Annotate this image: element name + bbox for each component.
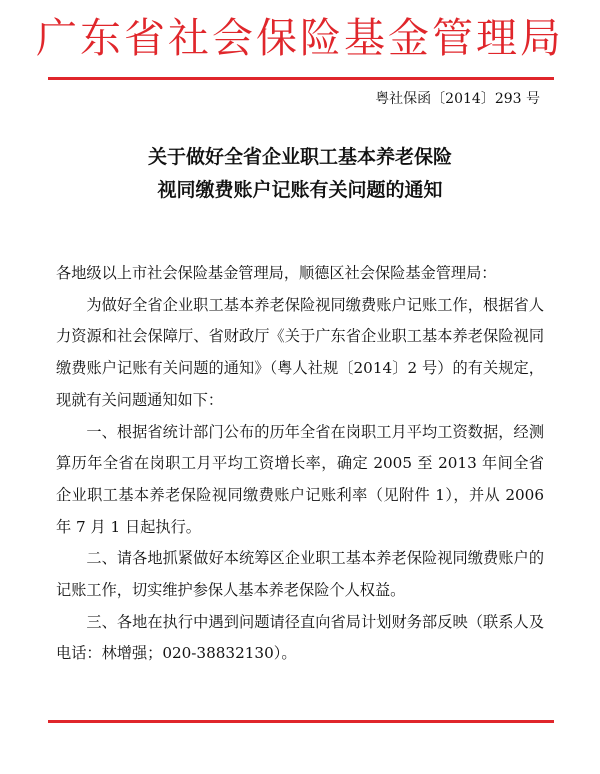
- paragraph-item-1: 一、根据省统计部门公布的历年全省在岗职工月平均工资数据，经测算历年全省在岗职工月平均工资增长率，确定 2005 至 2013 年间全省企业职工基本养老保险视同缴费账户记账利率（见附件 1），并从 2006 年 7 月 1 日起执行。: [56, 422, 544, 536]
- letterhead-organization: 广东省社会保险基金管理局: [36, 14, 564, 62]
- letterhead-top-rule: [48, 77, 554, 80]
- document-body: [56, 258, 544, 670]
- document-number: 粤社保函〔2014〕293 号: [375, 91, 540, 107]
- document-title-line-1: 关于做好全省企业职工基本养老保险: [147, 146, 452, 168]
- paragraph-item-3: 三、各地在执行中遇到问题请径直向省局计划财务部反映（联系人及电话：林增强；020-38832130）。: [56, 612, 544, 663]
- footer-rule: [48, 720, 554, 723]
- salutation: 各地级以上市社会保险基金管理局，顺德区社会保险基金管理局：: [56, 264, 497, 282]
- document-title-line-2: 视同缴费账户记账有关问题的通知: [157, 179, 443, 201]
- paragraph-intro: 为做好全省企业职工基本养老保险视同缴费账户记账工作，根据省人力资源和社会保障厅、省财政厅《关于广东省企业职工基本养老保险视同缴费账户记账有关问题的通知》（粤人社规〔2014〕2 号）的有关规定，现就有关问题通知如下：: [56, 295, 544, 409]
- paragraph-item-2: 二、请各地抓紧做好本统筹区企业职工基本养老保险视同缴费账户的记账工作，切实维护参保人基本养老保险个人权益。: [56, 549, 544, 600]
